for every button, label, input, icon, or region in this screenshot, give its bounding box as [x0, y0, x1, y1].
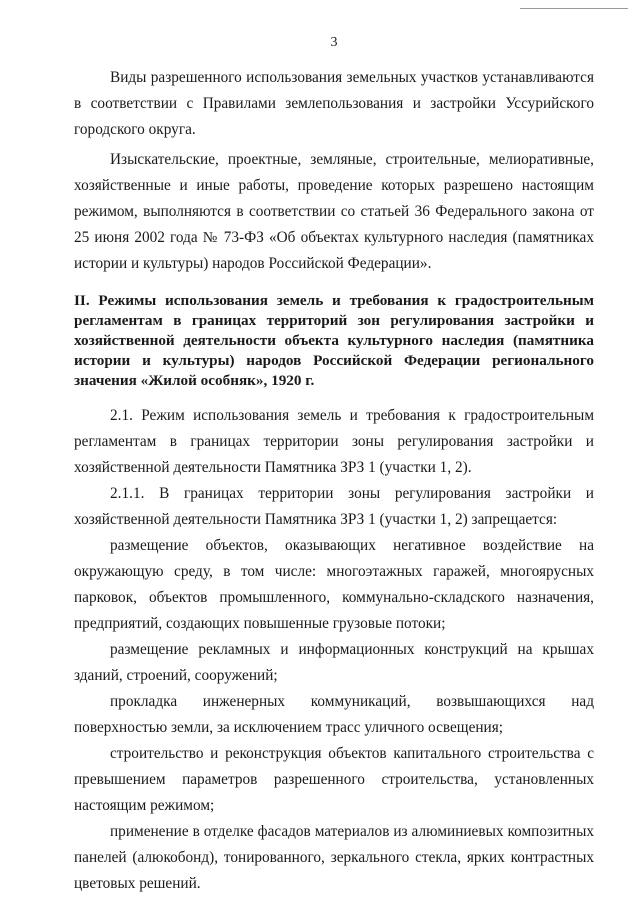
- paragraph: 2.1.1. В границах территории зоны регулирования застройки и хозяйственной деятельности Памятника ЗРЗ 1 (участки 1, 2) запрещается:: [74, 485, 594, 528]
- page-number: 3: [330, 35, 338, 50]
- section-heading: II. Режимы использования земель и требования к градостроительным регламентам в границах территорий зон регулирования застройки и хозяйственной деятельности объекта культурного наследия (памятника истории и культуры) народов Российской Федерации регионального значения «Жилой особняк», 1920 г.: [74, 292, 594, 389]
- list-item: строительство и реконструкция объектов капитального строительства с превышением параметров разрешенного строительства, установленных настоящим режимом;: [74, 745, 594, 814]
- list-item: применение в отделке фасадов материалов из алюминиевых композитных панелей (алюкобонд), тонированного, зеркального стекла, ярких контрастных цветовых решений.: [74, 823, 594, 892]
- list-item: размещение объектов, оказывающих негативное воздействие на окружающую среду, в том числе: многоэтажных гаражей, многоярусных парковок, объектов промышленного, коммунально-складского назначения, предприятий, создающих повышенные грузовые потоки;: [74, 537, 594, 632]
- paragraph: 2.1. Режим использования земель и требования к градостроительным регламентам в границах территории зоны регулирования застройки и хозяйственной деятельности Памятника ЗРЗ 1 (участки 1, 2).: [74, 407, 594, 476]
- paragraph: Виды разрешенного использования земельных участков устанавливаются в соответствии с Правилами землепользования и застройки Уссурийского городского округа.: [74, 69, 594, 138]
- header-rule: [520, 8, 628, 9]
- list-item: прокладка инженерных коммуникаций, возвышающихся над поверхностью земли, за исключением трасс уличного освещения;: [74, 693, 594, 736]
- document-page: [74, 34, 594, 897]
- paragraph: Изыскательские, проектные, земляные, строительные, мелиоративные, хозяйственные и иные работы, проведение которых разрешено настоящим режимом, выполняются в соответствии со статьей 36 Федерального закона от 25 июня 2002 года № 73-ФЗ «Об объектах культурного наследия (памятниках истории и культуры) народов Российской Федерации».: [74, 151, 594, 272]
- list-item: размещение рекламных и информационных конструкций на крышах зданий, строений, сооружений;: [74, 641, 594, 684]
